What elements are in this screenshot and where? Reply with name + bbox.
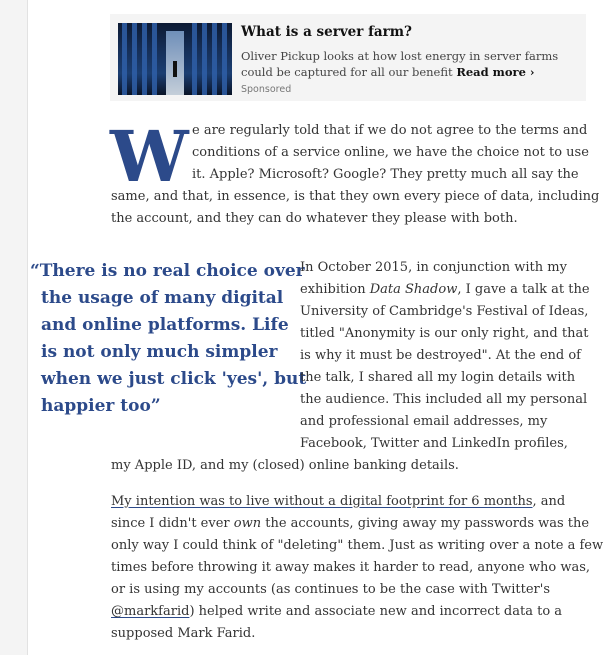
pull-quote-line: the usage of many digital [41, 288, 284, 308]
p2-line: titled "Anonymity is our only right, and that [300, 326, 589, 341]
read-more-link[interactable]: Read more › [456, 65, 535, 79]
left-gutter [0, 0, 28, 655]
p2-line: the talk, I shared all my login details with [300, 370, 576, 385]
twitter-handle-link[interactable]: @markfarid [111, 604, 190, 619]
sponsored-promo-card[interactable] [110, 14, 586, 101]
p2-line: exhibition Data Shadow, I gave a talk at the [300, 282, 590, 297]
p1-line: conditions of a service online, we have the choice not to use [192, 145, 589, 160]
pull-quote-line: happier too” [41, 396, 161, 416]
p3-line: @markfarid) helped write and associate new and incorrect data to a [111, 604, 563, 619]
pull-quote-line: and online platforms. Life [41, 315, 289, 335]
pull-quote-line: “There is no real choice over [30, 261, 305, 281]
p3-line: or is using my accounts (as continues to be the case with Twitter's [111, 582, 550, 597]
p3-line: only way I could think of "deleting" them. Just as writing over a note a few [111, 538, 603, 553]
p1-line: e are regularly told that if we do not agree to the terms and [192, 123, 588, 138]
p3-line: supposed Mark Farid. [111, 626, 256, 641]
promo-text [241, 48, 581, 80]
p2-line: University of Cambridge's Festival of Ideas, [300, 304, 589, 319]
exhibition-title: Data Shadow [369, 282, 458, 297]
drop-cap: W [110, 115, 189, 198]
paragraph-3 [111, 491, 603, 645]
p2-line: In October 2015, in conjunction with my [300, 260, 567, 275]
promo-description: Oliver Pickup looks at how lost energy in server farms could be captured for all our benefit [241, 49, 559, 79]
server-farm-thumbnail[interactable] [118, 23, 232, 95]
p2-line: is why it must be destroyed". At the end of [300, 348, 581, 363]
own-emphasis: own [233, 516, 262, 531]
sponsored-label: Sponsored [241, 84, 292, 95]
paragraph-1 [110, 115, 600, 230]
p2-line: the audience. This included all my personal [300, 392, 588, 407]
p2-line: my Apple ID, and my (closed) online banking details. [111, 458, 459, 473]
p2-line: and professional email addresses, my [300, 414, 548, 429]
p3-line: times before throwing it away makes it harder to read, anyone who was, [111, 560, 590, 575]
pull-quote-line: is not only much simpler [41, 342, 278, 362]
promo-title[interactable]: What is a server farm? [241, 24, 412, 40]
p1-line: same, and that, in essence, is that they own every piece of data, including [111, 189, 600, 204]
p2-line: Facebook, Twitter and LinkedIn profiles, [300, 436, 568, 451]
p1-line: it. Apple? Microsoft? Google? They pretty much all say the [192, 167, 579, 182]
pull-quote-line: when we just click 'yes', but [41, 369, 307, 389]
paragraph-2 [111, 257, 590, 477]
p3-line: since I didn't ever own the accounts, giving away my passwords was the [111, 516, 590, 531]
intention-link[interactable]: My intention was to live without a digital footprint for 6 months [111, 494, 533, 509]
p3-line: My intention was to live without a digital footprint for 6 months, and [111, 494, 566, 509]
p1-line: the account, and they can do whatever they please with both. [111, 211, 518, 226]
